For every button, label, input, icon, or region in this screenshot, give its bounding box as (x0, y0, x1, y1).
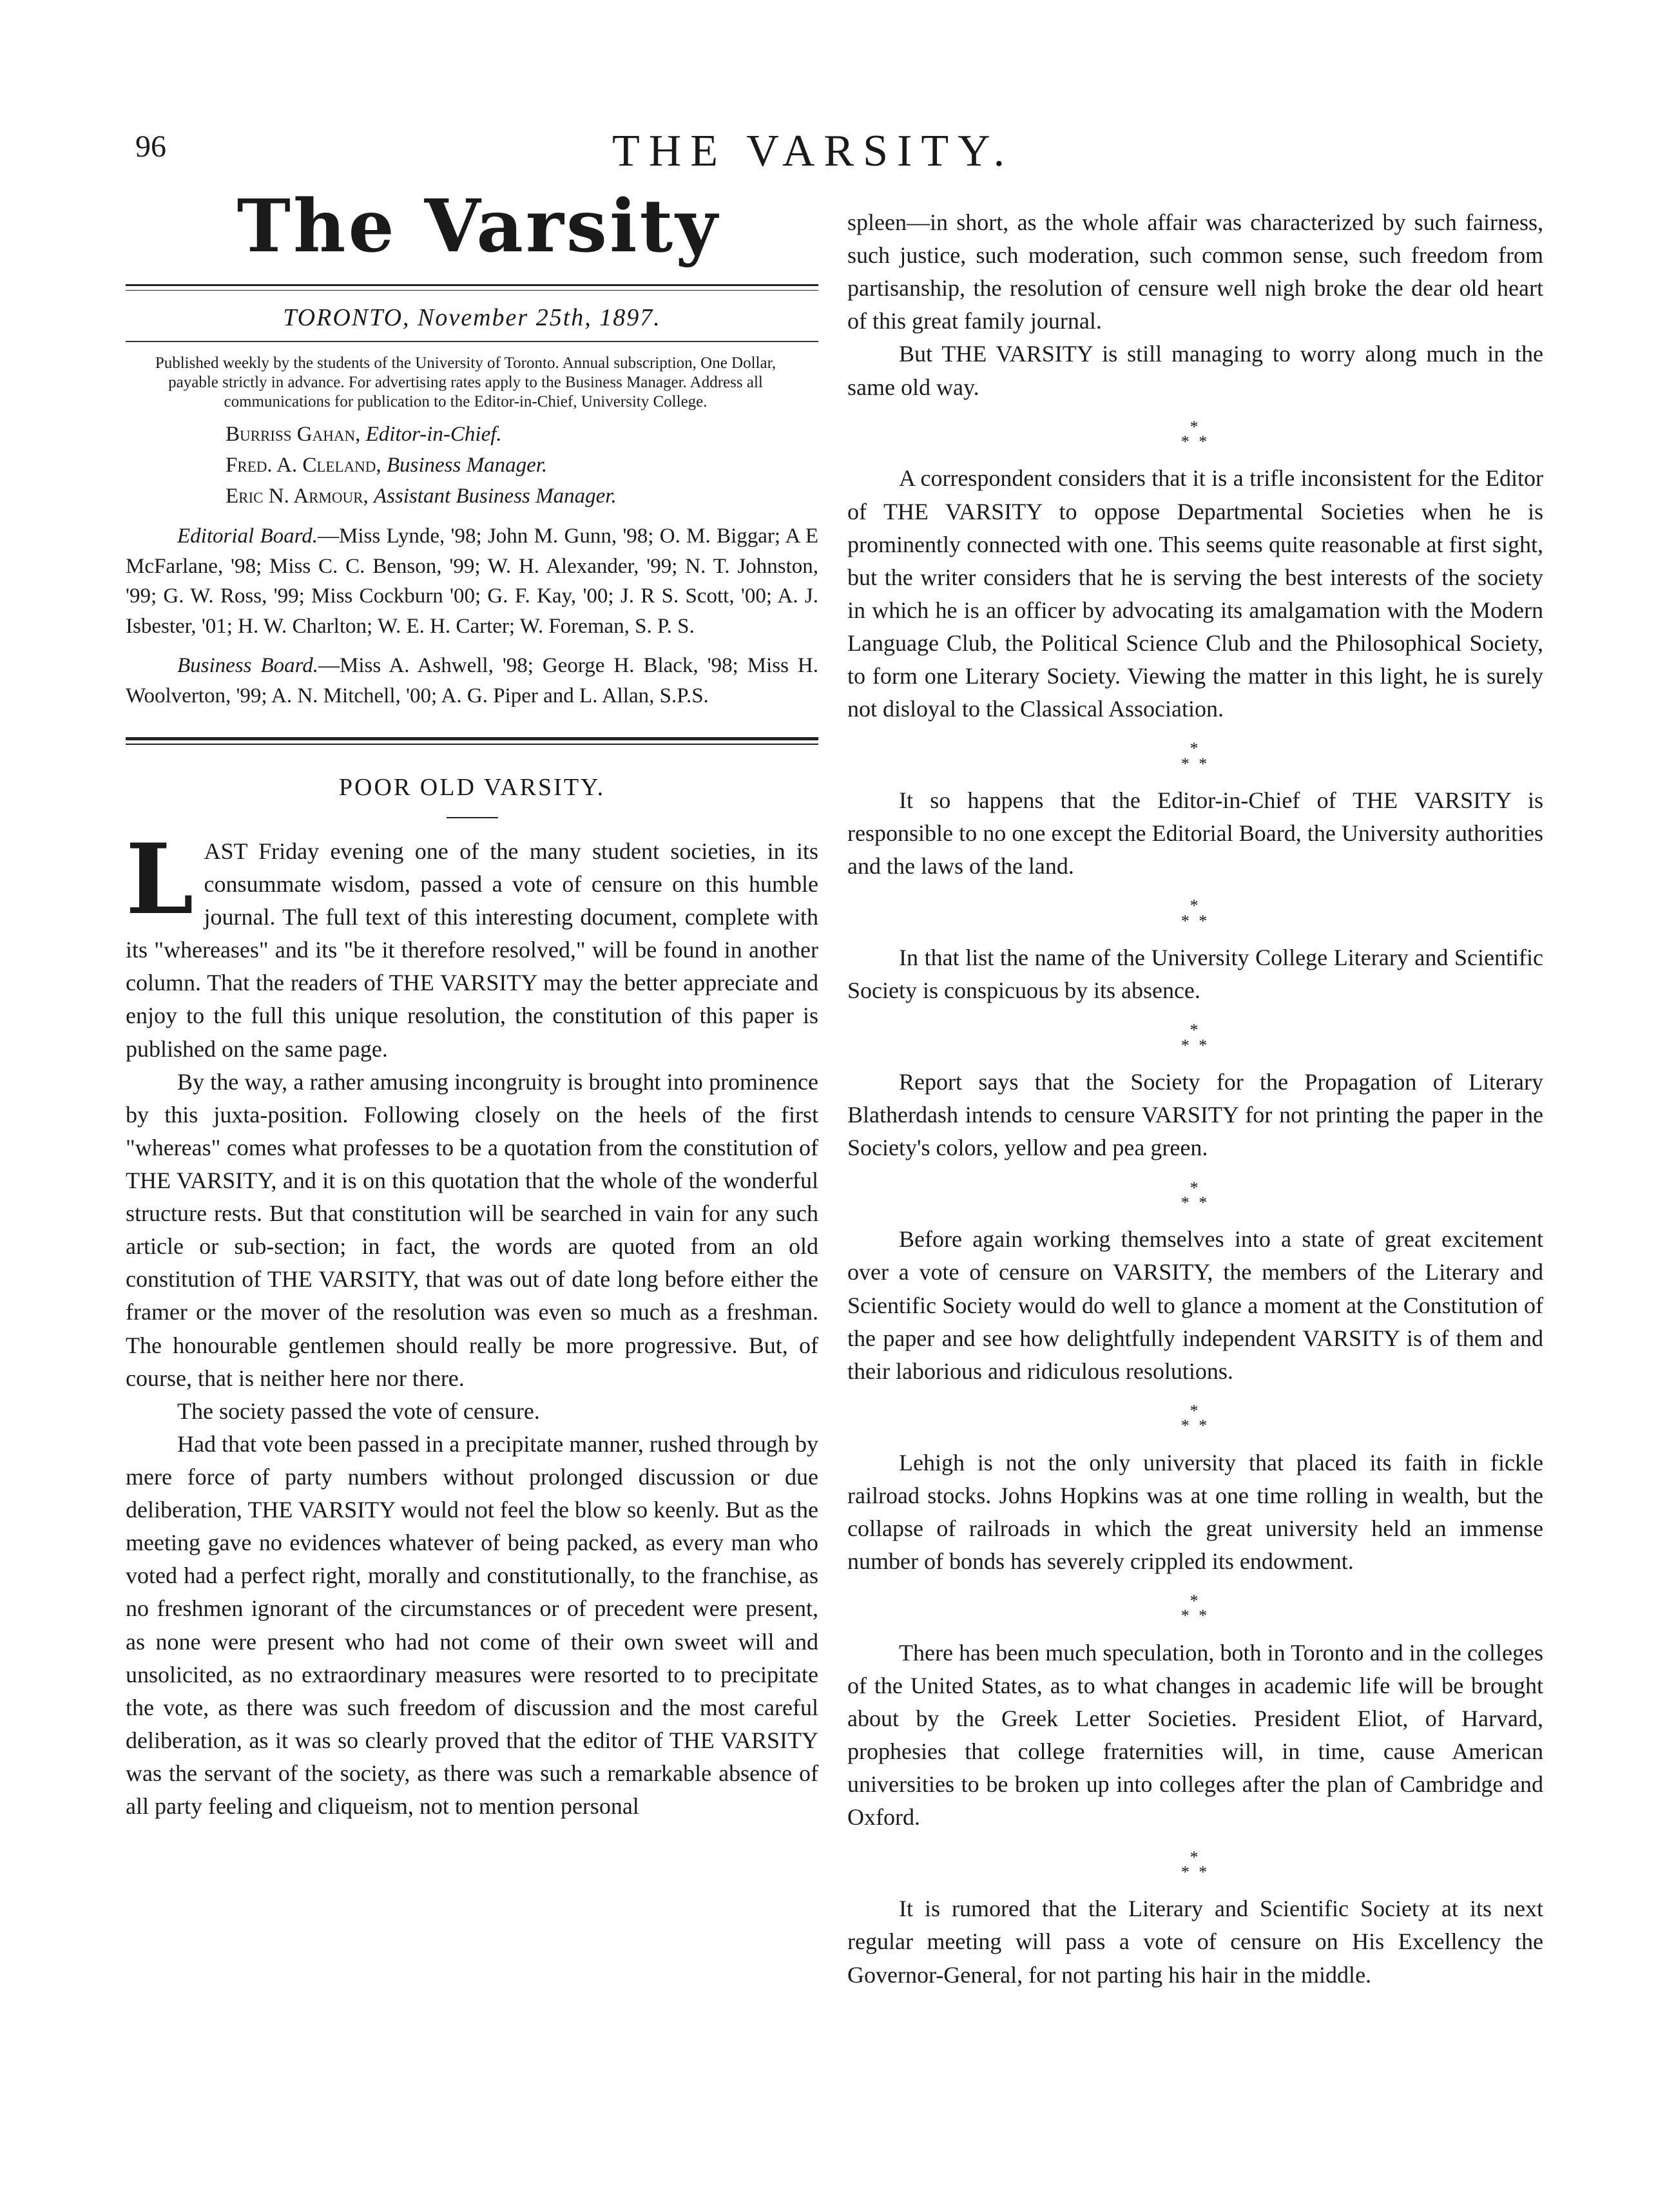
editorial-board-label: Editorial Board. (177, 524, 318, 548)
drop-cap: L (126, 822, 194, 936)
staff-name: Burriss Gahan (226, 423, 356, 447)
article-continuation: spleen—in short, as the whole affair was characterized by such fairness, such justice, such moderation, such common sense, such freedom from partisanship, the resolution of censure well nigh broke the dear old heart of this great family journal. (847, 209, 1543, 334)
article-paragraph: Had that vote been passed in a precipitate manner, rushed through by mere force of party numbers without prolonged discussion or due deliberation, THE VARSITY would not feel the blow so keenly. But as the meeting gave no evidences whatever of being packed, as every man who voted had a perfect right, morally and constitutionally, to the franchise, as no freshmen ignorant of the circumstances or of precedent were present, as none were present who had not come of their own sweet will and unsolicited, as no extraordinary measures were resorted to to precipitate the vote, as there was such freedom of discussion and the most careful deliberation, as it was so clearly proved that the editor of THE VARSITY was the servant of the society, as there was such a remarkable absence of all party feeling and cliqueism, not to mention personal (126, 1430, 818, 1820)
staff-assistant-manager: Eric N. Armour, Assistant Business Manager. (226, 484, 617, 508)
editorial-note: A correspondent considers that it is a trifle inconsistent for the Editor of THE VARSITY to oppose Departmental Societies when he is prominently connected with one. This seems quite reasonable at first sight, but the writer considers that he is serving the best interests of the society in which he is an officer by advocating its amalgamation with the Modern Language Club, the Political Science Club and the Philosophical Society, to form one Literary Society. Viewing the matter in this light, he is surely not disloyal to the Classical Association. (847, 465, 1543, 722)
article-headline: POOR OLD VARSITY. (338, 773, 606, 801)
masthead-rule (126, 284, 818, 291)
editorial-note: Report says that the Society for the Propagation of Literary Blatherdash intends to censure VARSITY for not printing the paper in the Society's colors, yellow and pea green. (847, 1069, 1543, 1161)
article-paragraph: The society passed the vote of censure. (177, 1398, 540, 1424)
headline-rule (447, 817, 498, 818)
article-closing: But THE VARSITY is still managing to worry along much in the same old way. (847, 341, 1543, 400)
section-rule (126, 737, 818, 745)
left-column (126, 184, 819, 1823)
article-paragraph: By the way, a rather amusing incongruity is brought into prominence by this juxta-position. Following closely on the heels of the first "whereas" comes what professes to be a quotation from the constitution of THE VARSITY, and it is on this quotation that the whole of the wonderful structure rests. But that constitution will be searched in vain for any such article or sub-section; in fact, the words are quoted from an old constitution of THE VARSITY, that was out of date long before either the framer or the mover of the resolution was even so much as a freshman. The honourable gentlemen should really be more progressive. But, of course, that is neither here nor there. (126, 1068, 818, 1391)
business-board-members: —Miss A. Ashwell, '98; George H. Black, '98; Miss H. Woolverton, '99; A. N. Mitchell, '00; A. G. Piper and L. Allan, S.P.S. (126, 654, 819, 708)
dateline-rule (126, 341, 818, 342)
staff-editor: Burriss Gahan, Editor-in-Chief. (226, 423, 502, 447)
editorial-note: It so happens that the Editor-in-Chief of THE VARSITY is responsible to no one except the Editorial Board, the University authorities and the laws of the land. (847, 787, 1543, 880)
asterism: * * * (1180, 417, 1210, 452)
article-paragraph (126, 822, 818, 1066)
editorial-note: Before again working themselves into a state of great excitement over a vote of censure on VARSITY, the members of the Literary and Scientific Society would do well to glance a moment at the Constitution of the paper and see how delightfully independent VARSITY is of them and their laborious and ridiculous resolutions. (847, 1226, 1543, 1384)
publication-note: Published weekly by the students of the University of Toronto. Annual subscription, One Dollar, payable strictly in advance. For advertising rates apply to the Business Manager. Address all communications for publication to the Editor-in-Chief, University College. (155, 354, 776, 411)
staff-role: Editor-in-Chief. (365, 423, 502, 447)
dateline: TORONTO, November 25th, 1897. (283, 304, 661, 332)
staff-name: Fred. A. Cleland (226, 454, 376, 477)
right-column (847, 206, 1543, 1992)
editorial-note: There has been much speculation, both in Toronto and in the colleges of the United States, as to what changes in academic life will be brought about by the Greek Letter Societies. President Eliot, of Harvard, prophesies that college fraternities will, in time, cause American universities to be broken up into colleges after the plan of Cambridge and Oxford. (847, 1639, 1543, 1831)
page-number: 96 (135, 130, 166, 164)
business-board-label: Business Board. (177, 654, 319, 678)
staff-role: Assistant Business Manager. (373, 484, 617, 508)
masthead-title: The Varsity (236, 184, 720, 269)
asterism: * * * (1180, 1401, 1210, 1436)
editorial-board-members: —Miss Lynde, '98; John M. Gunn, '98; O. M. Biggar; A E McFarlane, '98; Miss C. C. Benson, '99; W. H. Alexander, '99; N. T. Johnston, '99; G. W. Ross, '99; Miss Cockburn '00; G. F. Kay, '00; J. R S. Scott, '00; A. J. Isbester, '01; H. W. Charlton; W. E. H. Carter; W. Foreman, S. P. S. (126, 524, 818, 639)
staff-name: Eric N. Armour (226, 484, 363, 508)
business-board (126, 651, 818, 711)
asterism: * * * (1180, 896, 1210, 930)
asterism: * * * (1180, 1021, 1210, 1055)
asterism: * * * (1180, 739, 1210, 773)
staff-business-manager: Fred. A. Cleland, Business Manager. (226, 454, 548, 477)
asterism: * * * (1180, 1592, 1210, 1626)
editorial-board (126, 521, 818, 642)
staff-role: Business Manager. (386, 454, 548, 477)
running-head: THE VARSITY. (612, 126, 1014, 176)
editorial-note: In that list the name of the University College Literary and Scientific Society is conspicuous by its absence. (847, 945, 1543, 1004)
editorial-note: It is rumored that the Literary and Scientific Society at its next regular meeting will pass a vote of censure on His Excellency the Governor-General, for not parting his hair in the middle. (847, 1896, 1543, 1988)
editorial-note: Lehigh is not the only university that placed its faith in fickle railroad stocks. Johns Hopkins was at one time rolling in wealth, but the collapse of railroads in which the great university held an immense number of bonds has severely crippled its endowment. (847, 1449, 1543, 1574)
asterism: * * * (1180, 1178, 1210, 1212)
article-paragraph-text: AST Friday evening one of the many student societies, in its consummate wisdom, passed a vote of censure on this humble journal. The full text of this interesting document, complete with its "whereases" and its "be it therefore resolved," will be found in another column. That the readers of THE VARSITY may the better appreciate and enjoy to the full this unique resolution, the constitution of this paper is published on the same page. (126, 838, 818, 1062)
asterism: * * * (1180, 1847, 1210, 1881)
